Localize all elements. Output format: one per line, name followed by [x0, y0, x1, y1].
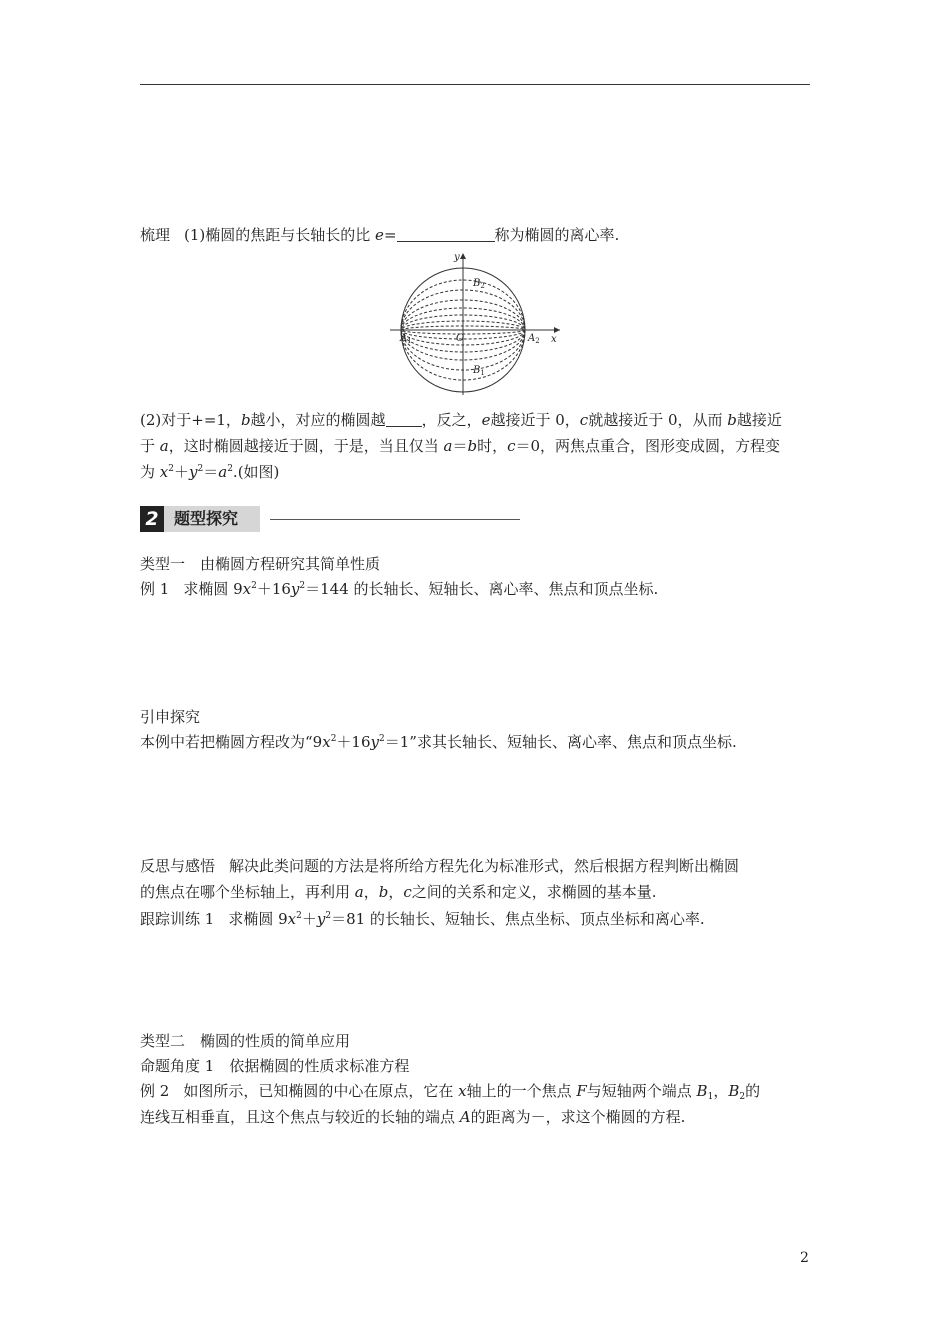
section-rule	[270, 519, 520, 520]
example-1: 例 1 求椭圆 $9x^2+16y^2=144$ 的长轴长、短轴长、离心率、焦点和顶点坐标.	[140, 580, 659, 598]
blank-eccentricity	[397, 227, 495, 242]
follow-up-exercise-1: 跟踪训练 1 求椭圆 $9x^2+y^2=81$ 的长轴长、短轴长、焦点坐标、顶点坐标和离心率.	[140, 910, 705, 928]
blank-shape	[386, 412, 422, 427]
ellipse-family-figure	[388, 249, 564, 399]
extension-text: 本例中若把椭圆方程改为“$9x^2+16y^2=1$”求其长轴长、短轴长、离心率、焦点和顶点坐标.	[140, 733, 737, 751]
svg-text:x: x	[551, 334, 557, 345]
svg-text:O: O	[456, 333, 465, 344]
summary-line-1: 梳理 (1)椭圆的焦距与长轴长的比 e= 称为椭圆的离心率.	[140, 226, 620, 244]
section-header	[140, 506, 524, 532]
svg-text:B1: $B_1$	[473, 365, 485, 377]
topic-angle-1: 命题角度 1 依据椭圆的性质求标准方程	[140, 1057, 410, 1075]
section-title: 题型探究	[164, 506, 260, 532]
page-number: 2	[800, 1250, 809, 1266]
example-2: 例 2 如图所示，已知椭圆的中心在原点，它在 x轴上的一个焦点 F与短轴两个端点 $B_1$，$B_2$的 连线互相垂直，且这个焦点与较近的长轴的端点 A的距离为－，求这个椭圆的方程.	[140, 1082, 761, 1126]
svg-text:A2: $A_2$	[528, 333, 540, 345]
reflection: 反思与感悟 解决此类问题的方法是将所给方程先化为标准形式，然后根据方程判断出椭圆 的焦点在哪个坐标轴上，再利用 a，b，c之间的关系和定义，求椭圆的基本量.	[140, 857, 740, 901]
type-1-heading: 类型一 由椭圆方程研究其简单性质	[140, 555, 381, 573]
svg-text:A1: $A_1$	[400, 333, 412, 345]
header-rule	[140, 84, 810, 85]
svg-text:y: y	[454, 252, 460, 263]
extension-heading: 引申探究	[140, 708, 201, 726]
svg-text:B2: $B_2$	[473, 278, 485, 290]
section-number: 2	[140, 506, 164, 532]
type-2-heading: 类型二 椭圆的性质的简单应用	[140, 1032, 351, 1050]
summary-part-2: (2)对于+=1，b越小，对应的椭圆越 ，反之，e越接近于 0，c就越接近于 0，从而 b越接近 于 a，这时椭圆越接近于圆，于是，当且仅当 a＝b时，c＝0，两焦点重合，图形变成圆，方程变 为 $x^2+y^2=a^2$.(如图)	[140, 411, 782, 481]
